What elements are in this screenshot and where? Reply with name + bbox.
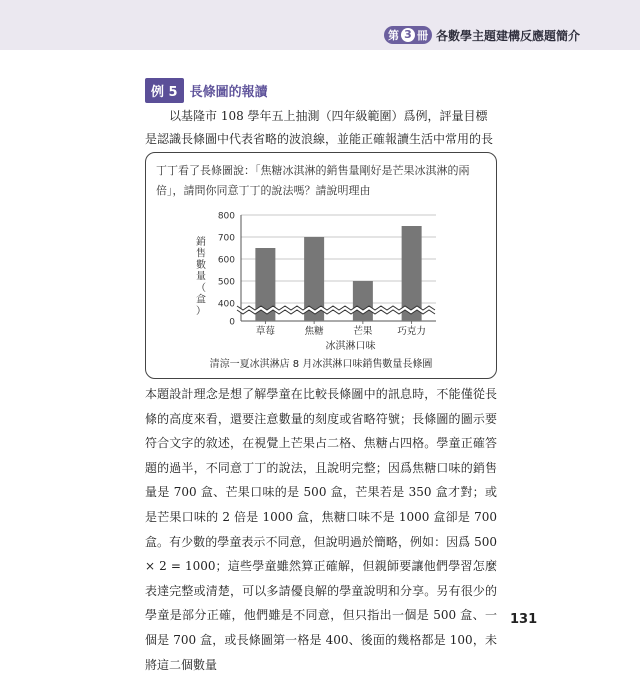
y-tick-label: 700 xyxy=(217,233,235,244)
y-tick-label: 400 xyxy=(217,299,235,310)
y-axis-title-char: 量 xyxy=(196,271,206,283)
page-number: 131 xyxy=(510,612,538,627)
x-tick-label: 焦糖 xyxy=(304,326,324,337)
y-axis-label xyxy=(196,235,206,317)
chapter-suffix: 冊 xyxy=(416,29,428,42)
running-title xyxy=(384,25,580,45)
y-axis-title xyxy=(196,235,206,317)
page-header xyxy=(0,0,640,50)
y-axis-title-char: 盒 xyxy=(196,294,206,306)
question-text: 丁丁看了長條圖說：「焦糖冰淇淋的銷售量剛好是芒果冰淇淋的兩倍」，請問你同意丁丁的說法嗎？請說明理由 xyxy=(156,164,470,197)
chapter-badge xyxy=(384,26,432,44)
y-axis-title-char: 數 xyxy=(196,260,206,271)
body-text: 本題設計理念是想了解學童在比較長條圖中的訊息時，不能僅從長條的高度來看，還要注意數量的刻度或省略符號；長條圖的圖示要符合文字的敘述，在視覺上芒果占二格、焦糖占四格。學童正確答題的過半，不同意丁丁的說法，且說明完整；因爲焦糖口味的銷售量是 700 盒、芒果口味的是 500 盒，芒果若是 350 盒才對；或是芒果口味的 2 倍是 1000 盒，焦糖口味不是 1000 盒卻是 700 盒。有少數的學童表示不同意，但說明過於簡略，例如：因爲 500 × 2 = 1000；這些學童雖然算正確解，但親師要讓他們學習怎麼表達完整或清楚，可以多請優良解的學童說明和分享。另有很少的學童是部分正確，他們雖是不同意，但只指出一個是 500 盒、一個是 700 盒，或長條圖第一格是 400、後面的幾格都是 100，未將這二個數量 xyxy=(145,387,497,672)
x-tick-label: 巧克力 xyxy=(397,326,426,337)
example-heading xyxy=(145,78,268,103)
y-tick-label: 500 xyxy=(217,277,235,288)
y-axis-title-char: ） xyxy=(196,306,206,317)
y-axis-title-char: （ xyxy=(196,283,206,294)
bar-3 xyxy=(353,281,373,321)
y-tick-label: 0 xyxy=(229,317,235,328)
x-tick-label: 草莓 xyxy=(255,326,275,337)
y-tick-label: 800 xyxy=(217,211,235,222)
y-axis-title-char: 售 xyxy=(196,248,206,260)
body-paragraph xyxy=(145,382,497,677)
problem-box xyxy=(145,152,497,379)
example-badge: 例 5 xyxy=(145,78,184,103)
y-tick-label: 600 xyxy=(217,255,235,266)
x-axis-title: 冰淇淋口味 xyxy=(325,341,376,352)
example-title: 長條圖的報讀 xyxy=(189,85,268,100)
intro-paragraph: 以基隆市 108 學年五上抽測（四年級範圍）爲例，評量目標是認識長條圖中代表省略的波浪線，並能正確報讀生活中常用的長 xyxy=(145,109,494,146)
chapter-number: 3 xyxy=(401,28,415,42)
chapter-title: 各數學主題建構反應題簡介 xyxy=(435,28,580,43)
chart-title: 清涼一夏冰淇淋店 8 月冰淇淋口味銷售數量長條圖 xyxy=(209,359,433,370)
bar-chart xyxy=(146,153,496,378)
y-axis-title-char: 銷 xyxy=(196,237,206,248)
x-tick-label: 芒果 xyxy=(353,326,373,337)
chapter-prefix: 第 xyxy=(387,29,399,42)
